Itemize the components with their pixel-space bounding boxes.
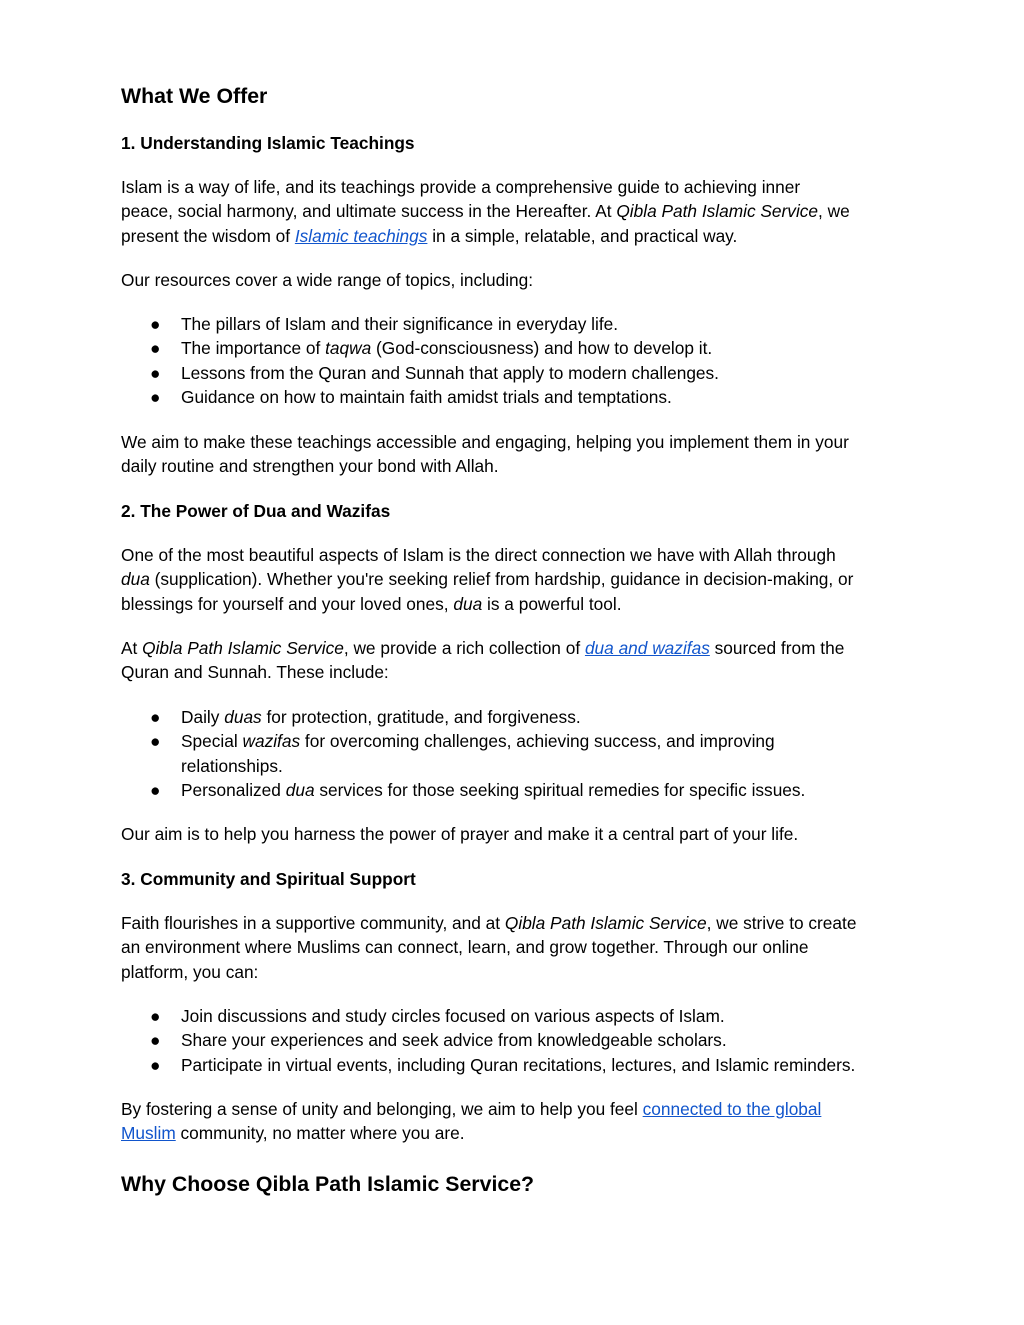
text: peace, social harmony, and ultimate success in the Hereafter. At xyxy=(121,201,617,222)
list-item: ● Participate in virtual events, including Quran recitations, lectures, and Islamic reminders. xyxy=(121,1053,911,1077)
list-item: ● Daily duas for protection, gratitude, and forgiveness. xyxy=(121,705,911,729)
connected-global-muslim-link-continued[interactable]: Muslim xyxy=(121,1123,176,1144)
bullet-icon: ● xyxy=(150,1030,161,1051)
section-2-title: 2. The Power of Dua and Wazifas xyxy=(121,501,391,521)
brand-name: Qibla Path Islamic Service xyxy=(504,913,707,933)
bullet-icon: ● xyxy=(150,707,161,727)
bullet-icon: ● xyxy=(150,731,161,752)
list-item: ● Guidance on how to maintain faith amidst trials and temptations. xyxy=(121,385,911,409)
list-item: ● Lessons from the Quran and Sunnah that apply to modern challenges. xyxy=(121,361,911,385)
bullet-icon: ● xyxy=(150,362,161,383)
list-item: ● The importance of taqwa (God-consciousness) and how to develop it. xyxy=(121,336,911,360)
section-2-intro-paragraph: One of the most beautiful aspects of Islam is the direct connection we have with Allah through dua (supplication). Whether you're seeking relief from hardship, guidance in decision-making, or blessings for yourself and your loved ones, dua is a powerful tool. xyxy=(121,545,854,614)
text: present the wisdom of xyxy=(121,225,295,246)
bullet-icon: ● xyxy=(150,780,161,801)
connected-global-muslim-link[interactable]: connected to the global xyxy=(642,1099,822,1119)
bullet-icon: ● xyxy=(150,314,161,334)
bullet-icon: ● xyxy=(150,338,161,359)
bullet-icon: ● xyxy=(150,387,161,408)
islamic-teachings-link[interactable]: Islamic teachings xyxy=(294,225,428,246)
bullet-icon: ● xyxy=(150,1006,161,1026)
text: Islam is a way of life, and its teachings provide a comprehensive guide to achieving inner xyxy=(121,177,801,197)
section-1-title: 1. Understanding Islamic Teachings xyxy=(121,133,415,153)
dua-and-wazifas-link[interactable]: dua and wazifas xyxy=(584,638,710,658)
section-1-intro-paragraph xyxy=(121,175,911,248)
section-3-title: 3. Community and Spiritual Support xyxy=(121,869,416,889)
brand-name: Qibla Path Islamic Service xyxy=(616,201,819,222)
list-item: ● Personalized dua services for those seeking spiritual remedies for specific issues. xyxy=(121,778,911,802)
section-2-aim-paragraph: Our aim is to help you harness the power of prayer and make it a central part of your life. xyxy=(121,824,799,844)
list-item: ● Share your experiences and seek advice from knowledgeable scholars. xyxy=(121,1028,911,1052)
text: in a simple, relatable, and practical way. xyxy=(427,225,738,246)
section-3-intro-paragraph: Faith flourishes in a supportive community, and at Qibla Path Islamic Service, we strive to create an environment where Muslims can connect, learn, and grow together. Through our online platform, you can: xyxy=(121,913,857,982)
heading-why-choose: Why Choose Qibla Path Islamic Service? xyxy=(121,1172,535,1196)
bullet-icon: ● xyxy=(150,1054,161,1075)
section-3-bullet-list xyxy=(121,1004,911,1077)
heading-what-we-offer: What We Offer xyxy=(121,84,268,108)
section-2-collection-paragraph: At Qibla Path Islamic Service, we provide a rich collection of dua and wazifas sourced from the Quran and Sunnah. These include: xyxy=(121,638,845,683)
list-item: ● The pillars of Islam and their significance in everyday life. xyxy=(121,312,911,336)
list-item: ● Join discussions and study circles focused on various aspects of Islam. xyxy=(121,1004,911,1028)
brand-name: Qibla Path Islamic Service xyxy=(142,638,344,658)
section-2-bullet-list xyxy=(121,705,911,803)
section-3-unity-paragraph: By fostering a sense of unity and belonging, we aim to help you feel connected to the global Muslim community, no matter where you are. xyxy=(121,1099,822,1144)
text: , we xyxy=(818,201,850,222)
section-1-bullet-list xyxy=(121,312,911,410)
section-1-aim-paragraph: We aim to make these teachings accessible and engaging, helping you implement them in your daily routine and strengthen your bond with Allah. xyxy=(121,432,849,477)
list-item: ● Special wazifas for overcoming challenges, achieving success, and improving relationships. xyxy=(150,731,775,776)
section-1-resources-paragraph: Our resources cover a wide range of topics, including: xyxy=(121,270,534,290)
